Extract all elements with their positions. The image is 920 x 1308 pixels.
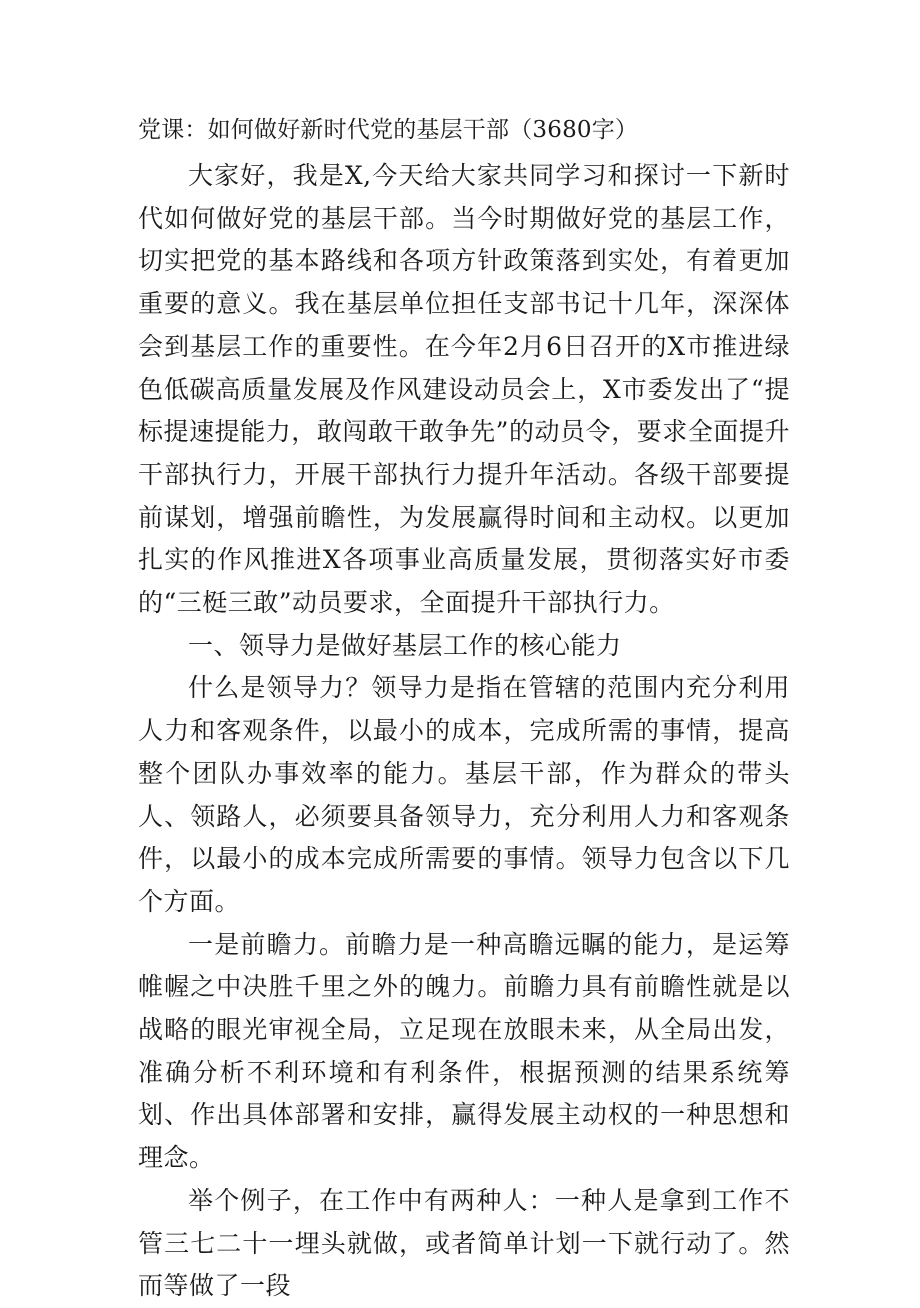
- section-heading-leadership: 一、领导力是做好基层工作的核心能力: [188, 630, 622, 660]
- document-page: [138, 114, 790, 1308]
- paragraph-foresight: 一是前瞻力。前瞻力是一种高瞻远瞩的能力，是运筹帷幄之中决胜千里之外的魄力。前瞻力具有前瞻性就是以战略的眼光审视全局，立足现在放眼未来，从全局出发，准确分析不利环境和有利条件，根据预测的结果系统筹划、作出具体部署和安排，赢得发展主动权的一种思想和理念。: [138, 929, 790, 1173]
- paragraph-what-is-leadership: 什么是领导力？领导力是指在管辖的范围内充分利用人力和客观条件，以最小的成本，完成所需的事情，提高整个团队办事效率的能力。基层干部，作为群众的带头人、领路人，必须要具备领导力，充分利用人力和客观条件，以最小的成本完成所需要的事情。领导力包含以下几个方面。: [138, 673, 790, 916]
- document-title: 党课：如何做好新时代党的基层干部（3680字）: [138, 117, 639, 143]
- paragraph-example: 举个例子，在工作中有两种人：一种人是拿到工作不管三七二十一埋头就做，或者简单计划一下就行动了。然而等做了一段: [138, 1185, 790, 1301]
- paragraph-intro: 大家好，我是X,今天给大家共同学习和探讨一下新时代如何做好党的基层干部。当今时期做好党的基层工作，切实把党的基本路线和各项方针政策落到实处，有着更加重要的意义。我在基层单位担任支部书记十几年，深深体会到基层工作的重要性。在今年2月6日召开的X市推进绿色低碳高质量发展及作风建设动员会上，X市委发出了“提标提速提能力，敢闯敢干敢争先”的动员令，要求全面提升干部执行力，开展干部执行力提升年活动。各级干部要提前谋划，增强前瞻性，为发展赢得时间和主动权。以更加扎实的作风推进X各项事业高质量发展，贯彻落实好市委的“三梃三敢”动员要求，全面提升干部执行力。: [138, 161, 790, 618]
